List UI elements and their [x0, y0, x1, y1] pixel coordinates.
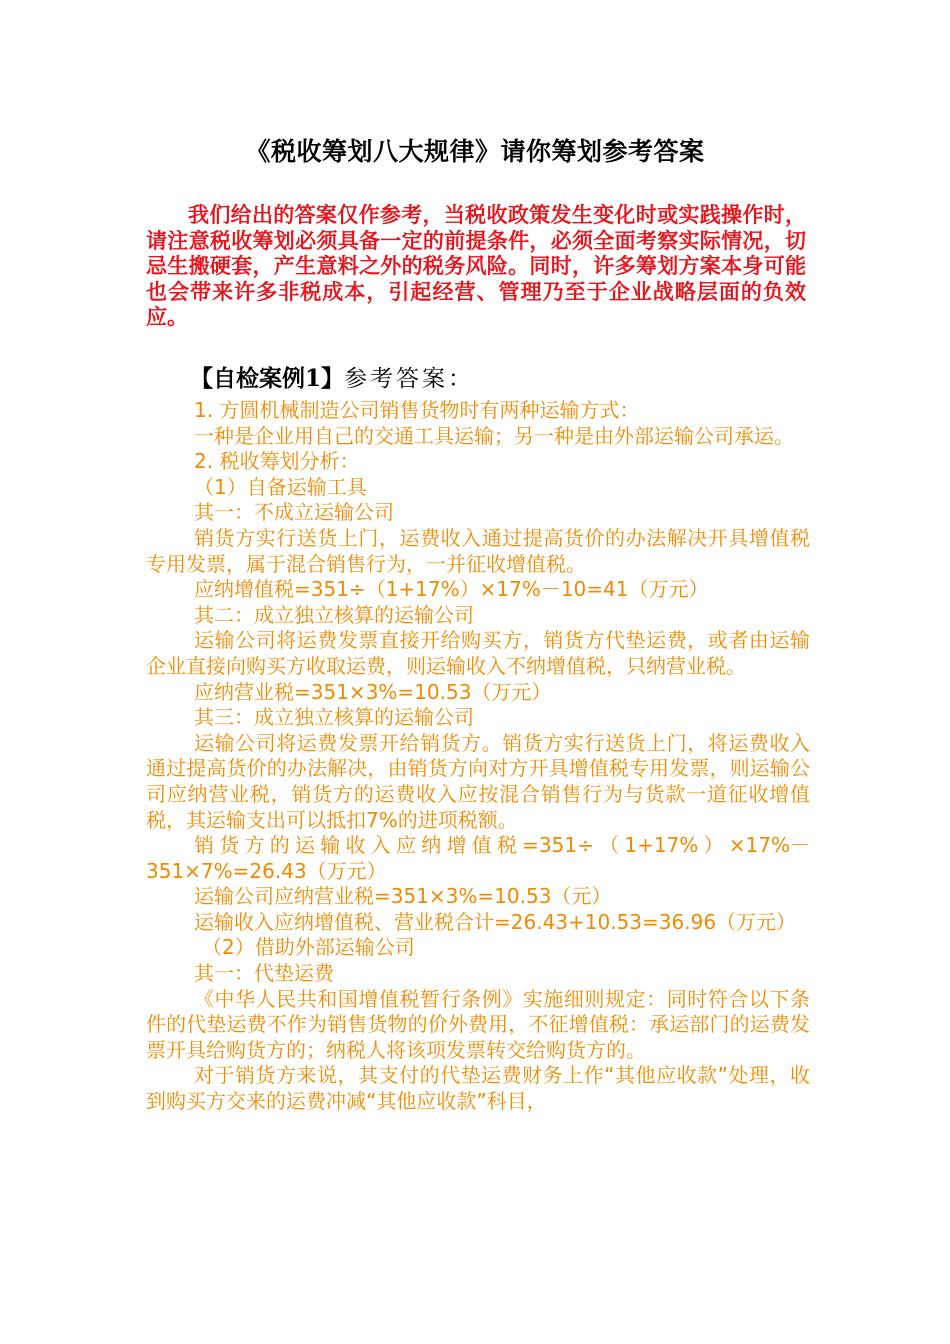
paragraph-1: 1. 方圆机械制造公司销售货物时有两种运输方式：: [194, 398, 640, 422]
paragraph-2: 一种是企业用自己的交通工具运输；另一种是由外部运输公司承运。: [194, 423, 794, 448]
case-heading-label: 【自检案例1】: [190, 365, 345, 392]
paragraph-11: 其三：成立独立核算的运输公司: [194, 705, 474, 730]
paragraph-12: 运输公司将运费发票开给销货方。销货方实行送货上门，将运费收入通过提高货价的办法解决，由销货方向对方开具增值税专用发票，则运输公司应纳营业税，销货方的运费收入应按混合销售行为与货款一道征收增值税，其运输支出可以抵扣7%的进项税额。: [146, 730, 810, 832]
paragraph-8: 其二：成立独立核算的运输公司: [194, 602, 474, 627]
paragraph-10: 应纳营业税=351×3%=10.53（万元）: [194, 679, 552, 704]
document-title: 《税收筹划八大规律》请你筹划参考答案: [245, 137, 705, 166]
case-heading-suffix: 参考答案：: [344, 366, 475, 392]
disclaimer-notice: 我们给出的答案仅作参考，当税收政策发生变化时或实践操作时，请注意税收筹划必须具备一定的前提条件，必须全面考察实际情况，切忌生搬硬套，产生意料之外的税务风险。同时，许多筹划方案本身可能也会带来许多非税成本，引起经营、管理乃至于企业战略层面的负效应。: [146, 202, 806, 329]
paragraph-19: 对于销货方来说，其支付的代垫运费财务上作“其他应收款”处理，收到购买方交来的运费冲减“其他应收款”科目，: [146, 1063, 810, 1114]
paragraph-14: 运输公司应纳营业税=351×3%=10.53（元）: [194, 884, 612, 909]
paragraph-5: 其一：不成立运输公司: [194, 500, 394, 525]
paragraph-13: 销货方的运输收入应纳增值税=351÷（1+17%）×17%－351×7%=26.43（万元）: [146, 833, 810, 883]
paragraph-4: （1）自备运输工具: [194, 474, 367, 499]
answer-body: [146, 398, 810, 1115]
paragraph-3: 2. 税收筹划分析：: [194, 449, 360, 474]
paragraph-16: （2）借助外部运输公司: [202, 935, 415, 960]
paragraph-18: 《中华人民共和国增值税暂行条例》实施细则规定：同时符合以下条件的代垫运费不作为销售货物的价外费用，不征增值税：承运部门的运费发票开具给购货方的；纳税人将该项发票转交给购货方的。: [146, 986, 810, 1062]
paragraph-17: 其一：代垫运费: [194, 961, 334, 986]
case-heading: [190, 360, 474, 393]
paragraph-15: 运输收入应纳增值税、营业税合计=26.43+10.53=36.96（万元）: [194, 909, 797, 934]
paragraph-7: 应纳增值税=351÷（1+17%）×17%－10=41（万元）: [194, 577, 709, 602]
paragraph-6: 销货方实行送货上门，运费收入通过提高货价的办法解决开具增值税专用发票，属于混合销售行为，一并征收增值税。: [146, 525, 810, 576]
paragraph-9: 运输公司将运费发票直接开给购买方，销货方代垫运费，或者由运输企业直接向购买方收取运费，则运输收入不纳增值税，只纳营业税。: [146, 628, 810, 678]
